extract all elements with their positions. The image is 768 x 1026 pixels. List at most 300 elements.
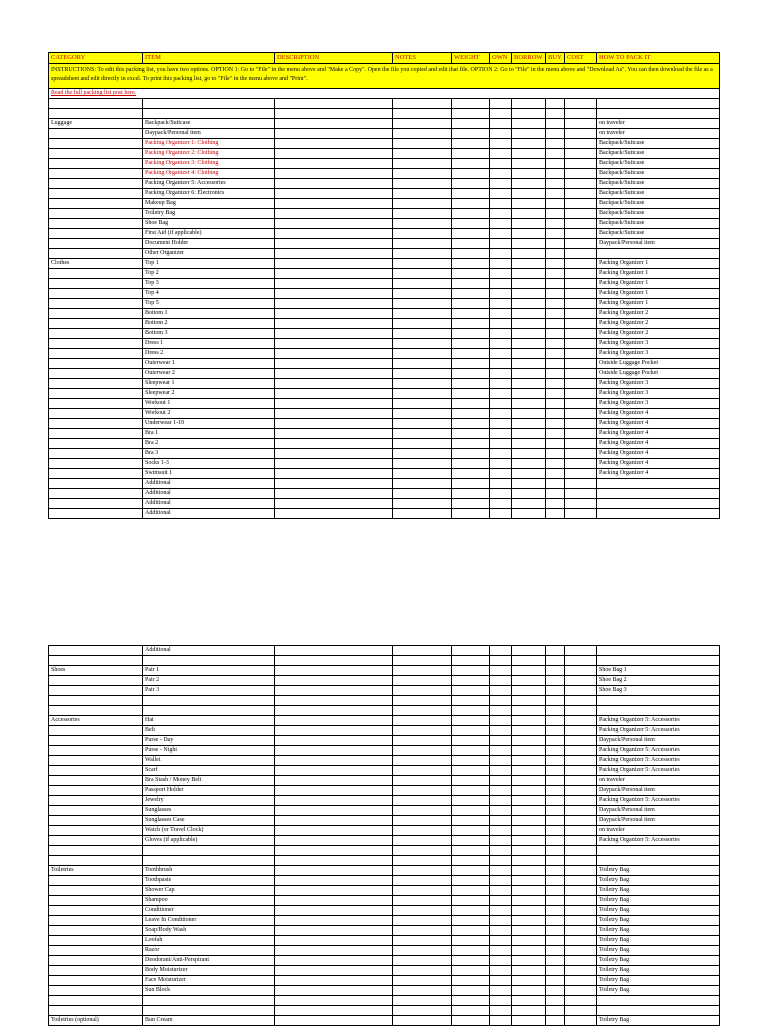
item-cell[interactable]: Outerwear 1 xyxy=(143,359,275,369)
empty-cell[interactable] xyxy=(490,646,512,656)
empty-cell[interactable] xyxy=(490,259,512,269)
empty-cell[interactable] xyxy=(393,716,452,726)
empty-cell[interactable] xyxy=(512,646,546,656)
empty-cell[interactable] xyxy=(393,756,452,766)
empty-cell[interactable] xyxy=(393,429,452,439)
empty-cell[interactable] xyxy=(393,219,452,229)
empty-cell[interactable] xyxy=(490,499,512,509)
item-cell[interactable]: Other Organizer xyxy=(143,249,275,259)
how-to-pack-cell[interactable]: Shoe Bag 2 xyxy=(597,676,720,686)
empty-cell[interactable] xyxy=(393,686,452,696)
empty-cell[interactable] xyxy=(452,866,490,876)
empty-cell[interactable] xyxy=(393,826,452,836)
empty-cell[interactable] xyxy=(393,139,452,149)
empty-cell[interactable] xyxy=(565,459,597,469)
empty-cell[interactable] xyxy=(546,916,565,926)
empty-cell[interactable] xyxy=(512,916,546,926)
empty-cell[interactable] xyxy=(275,259,393,269)
empty-cell[interactable] xyxy=(452,429,490,439)
empty-cell[interactable] xyxy=(490,119,512,129)
empty-cell[interactable] xyxy=(546,429,565,439)
empty-cell[interactable] xyxy=(546,289,565,299)
empty-cell[interactable] xyxy=(275,966,393,976)
how-to-pack-cell[interactable]: Backpack/Suitcase xyxy=(597,189,720,199)
empty-cell[interactable] xyxy=(512,836,546,846)
empty-cell[interactable] xyxy=(393,816,452,826)
how-to-pack-cell[interactable] xyxy=(597,479,720,489)
empty-cell[interactable] xyxy=(512,826,546,836)
item-cell[interactable]: Shoe Bag xyxy=(143,219,275,229)
empty-cell[interactable] xyxy=(512,686,546,696)
empty-cell[interactable] xyxy=(565,696,597,706)
empty-cell[interactable] xyxy=(393,269,452,279)
empty-cell[interactable] xyxy=(393,656,452,666)
how-to-pack-cell[interactable]: Packing Organizer 3 xyxy=(597,339,720,349)
empty-cell[interactable] xyxy=(512,449,546,459)
how-to-pack-cell[interactable]: Packing Organizer 4 xyxy=(597,459,720,469)
how-to-pack-cell[interactable]: Toiletry Bag xyxy=(597,886,720,896)
empty-cell[interactable] xyxy=(490,179,512,189)
header-weight[interactable]: WEIGHT xyxy=(452,53,490,64)
category-cell[interactable] xyxy=(49,149,143,159)
how-to-pack-cell[interactable]: Packing Organizer 4 xyxy=(597,429,720,439)
empty-cell[interactable] xyxy=(512,309,546,319)
empty-cell[interactable] xyxy=(393,449,452,459)
empty-cell[interactable] xyxy=(490,816,512,826)
item-cell[interactable]: Dress 2 xyxy=(143,349,275,359)
empty-cell[interactable] xyxy=(512,756,546,766)
empty-cell[interactable] xyxy=(546,389,565,399)
empty-cell[interactable] xyxy=(490,469,512,479)
empty-cell[interactable] xyxy=(275,916,393,926)
empty-cell[interactable] xyxy=(546,139,565,149)
item-cell[interactable]: Body Moisturizer xyxy=(143,966,275,976)
empty-cell[interactable] xyxy=(512,956,546,966)
category-cell[interactable] xyxy=(49,479,143,489)
empty-cell[interactable] xyxy=(452,686,490,696)
empty-cell[interactable] xyxy=(452,389,490,399)
category-cell[interactable] xyxy=(49,209,143,219)
category-cell[interactable] xyxy=(49,896,143,906)
empty-cell[interactable] xyxy=(490,509,512,519)
empty-cell[interactable] xyxy=(393,369,452,379)
header-buy[interactable]: BUY xyxy=(546,53,565,64)
how-to-pack-cell[interactable]: Toiletry Bag xyxy=(597,946,720,956)
item-cell[interactable]: Additional xyxy=(143,646,275,656)
item-cell[interactable]: Daypack/Personal item xyxy=(143,129,275,139)
empty-cell[interactable] xyxy=(275,866,393,876)
empty-cell[interactable] xyxy=(565,269,597,279)
empty-cell[interactable] xyxy=(512,1006,546,1016)
empty-cell[interactable] xyxy=(275,666,393,676)
header-how-to-pack[interactable]: HOW TO PACK IT xyxy=(597,53,720,64)
item-cell[interactable]: Passport Holder xyxy=(143,786,275,796)
empty-cell[interactable] xyxy=(393,99,452,109)
category-cell[interactable] xyxy=(49,439,143,449)
empty-cell[interactable] xyxy=(452,736,490,746)
category-cell[interactable] xyxy=(49,419,143,429)
empty-cell[interactable] xyxy=(565,746,597,756)
empty-cell[interactable] xyxy=(275,956,393,966)
empty-cell[interactable] xyxy=(275,716,393,726)
empty-cell[interactable] xyxy=(512,199,546,209)
item-cell[interactable] xyxy=(143,856,275,866)
empty-cell[interactable] xyxy=(452,696,490,706)
category-cell[interactable] xyxy=(49,806,143,816)
empty-cell[interactable] xyxy=(452,319,490,329)
how-to-pack-cell[interactable] xyxy=(597,696,720,706)
empty-cell[interactable] xyxy=(512,499,546,509)
empty-cell[interactable] xyxy=(393,746,452,756)
item-cell[interactable]: Purse - Night xyxy=(143,746,275,756)
empty-cell[interactable] xyxy=(452,876,490,886)
header-description[interactable]: DESCRIPTION xyxy=(275,53,393,64)
empty-cell[interactable] xyxy=(512,806,546,816)
empty-cell[interactable] xyxy=(393,339,452,349)
empty-cell[interactable] xyxy=(452,936,490,946)
empty-cell[interactable] xyxy=(565,509,597,519)
empty-cell[interactable] xyxy=(452,329,490,339)
category-cell[interactable] xyxy=(49,706,143,716)
empty-cell[interactable] xyxy=(490,429,512,439)
category-cell[interactable] xyxy=(49,449,143,459)
item-cell[interactable] xyxy=(143,706,275,716)
empty-cell[interactable] xyxy=(452,399,490,409)
empty-cell[interactable] xyxy=(565,936,597,946)
empty-cell[interactable] xyxy=(490,726,512,736)
empty-cell[interactable] xyxy=(275,319,393,329)
empty-cell[interactable] xyxy=(393,846,452,856)
how-to-pack-cell[interactable]: Shoe Bag 3 xyxy=(597,686,720,696)
how-to-pack-cell[interactable] xyxy=(597,656,720,666)
item-cell[interactable]: Scarf xyxy=(143,766,275,776)
item-cell[interactable]: Bra 1 xyxy=(143,429,275,439)
empty-cell[interactable] xyxy=(565,986,597,996)
category-cell[interactable] xyxy=(49,489,143,499)
how-to-pack-cell[interactable]: Daypack/Personal item xyxy=(597,816,720,826)
empty-cell[interactable] xyxy=(565,976,597,986)
empty-cell[interactable] xyxy=(393,409,452,419)
empty-cell[interactable] xyxy=(512,726,546,736)
empty-cell[interactable] xyxy=(512,656,546,666)
item-cell[interactable]: Bra 3 xyxy=(143,449,275,459)
empty-cell[interactable] xyxy=(393,726,452,736)
empty-cell[interactable] xyxy=(565,816,597,826)
empty-cell[interactable] xyxy=(452,439,490,449)
item-cell[interactable] xyxy=(143,846,275,856)
category-cell[interactable] xyxy=(49,399,143,409)
empty-cell[interactable] xyxy=(565,489,597,499)
category-cell[interactable] xyxy=(49,926,143,936)
category-cell[interactable]: Luggage xyxy=(49,119,143,129)
empty-cell[interactable] xyxy=(452,349,490,359)
empty-cell[interactable] xyxy=(565,646,597,656)
empty-cell[interactable] xyxy=(452,976,490,986)
empty-cell[interactable] xyxy=(546,109,565,119)
category-cell[interactable] xyxy=(49,219,143,229)
how-to-pack-cell[interactable]: Backpack/Suitcase xyxy=(597,139,720,149)
empty-cell[interactable] xyxy=(275,946,393,956)
category-cell[interactable] xyxy=(49,299,143,309)
empty-cell[interactable] xyxy=(393,836,452,846)
category-cell[interactable] xyxy=(49,686,143,696)
category-cell[interactable] xyxy=(49,349,143,359)
empty-cell[interactable] xyxy=(565,996,597,1006)
empty-cell[interactable] xyxy=(490,1016,512,1026)
empty-cell[interactable] xyxy=(275,199,393,209)
item-cell[interactable]: Outerwear 2 xyxy=(143,369,275,379)
how-to-pack-cell[interactable]: on traveler xyxy=(597,119,720,129)
category-cell[interactable] xyxy=(49,966,143,976)
how-to-pack-cell[interactable]: Packing Organizer 5: Accessories xyxy=(597,796,720,806)
empty-cell[interactable] xyxy=(275,289,393,299)
empty-cell[interactable] xyxy=(490,449,512,459)
empty-cell[interactable] xyxy=(512,369,546,379)
empty-cell[interactable] xyxy=(490,359,512,369)
empty-cell[interactable] xyxy=(275,299,393,309)
item-cell[interactable]: Soap/Body Wash xyxy=(143,926,275,936)
how-to-pack-cell[interactable]: Packing Organizer 3 xyxy=(597,379,720,389)
category-cell[interactable] xyxy=(49,429,143,439)
empty-cell[interactable] xyxy=(565,209,597,219)
item-cell[interactable]: Additional xyxy=(143,509,275,519)
item-cell[interactable]: Additional xyxy=(143,489,275,499)
empty-cell[interactable] xyxy=(490,986,512,996)
empty-cell[interactable] xyxy=(512,886,546,896)
empty-cell[interactable] xyxy=(275,776,393,786)
how-to-pack-cell[interactable]: Packing Organizer 5: Accessories xyxy=(597,716,720,726)
category-cell[interactable] xyxy=(49,379,143,389)
empty-cell[interactable] xyxy=(393,179,452,189)
empty-cell[interactable] xyxy=(490,876,512,886)
category-cell[interactable] xyxy=(49,776,143,786)
empty-cell[interactable] xyxy=(275,906,393,916)
empty-cell[interactable] xyxy=(275,656,393,666)
empty-cell[interactable] xyxy=(546,199,565,209)
item-cell[interactable]: Sleepwear 1 xyxy=(143,379,275,389)
empty-cell[interactable] xyxy=(490,766,512,776)
empty-cell[interactable] xyxy=(565,786,597,796)
empty-cell[interactable] xyxy=(490,796,512,806)
empty-cell[interactable] xyxy=(452,1016,490,1026)
empty-cell[interactable] xyxy=(565,339,597,349)
empty-cell[interactable] xyxy=(565,229,597,239)
empty-cell[interactable] xyxy=(546,686,565,696)
category-cell[interactable] xyxy=(49,936,143,946)
category-cell[interactable] xyxy=(49,756,143,766)
empty-cell[interactable] xyxy=(546,946,565,956)
category-cell[interactable] xyxy=(49,846,143,856)
how-to-pack-cell[interactable] xyxy=(597,249,720,259)
empty-cell[interactable] xyxy=(452,956,490,966)
empty-cell[interactable] xyxy=(565,289,597,299)
category-cell[interactable] xyxy=(49,826,143,836)
how-to-pack-cell[interactable]: on traveler xyxy=(597,776,720,786)
empty-cell[interactable] xyxy=(512,776,546,786)
empty-cell[interactable] xyxy=(512,179,546,189)
empty-cell[interactable] xyxy=(393,379,452,389)
empty-cell[interactable] xyxy=(452,726,490,736)
empty-cell[interactable] xyxy=(275,479,393,489)
how-to-pack-cell[interactable]: Daypack/Personal item xyxy=(597,736,720,746)
empty-cell[interactable] xyxy=(452,199,490,209)
header-item[interactable]: ITEM xyxy=(143,53,275,64)
empty-cell[interactable] xyxy=(452,986,490,996)
category-cell[interactable]: Shoes xyxy=(49,666,143,676)
empty-cell[interactable] xyxy=(565,1006,597,1016)
empty-cell[interactable] xyxy=(393,916,452,926)
empty-cell[interactable] xyxy=(452,159,490,169)
empty-cell[interactable] xyxy=(275,766,393,776)
category-cell[interactable] xyxy=(49,229,143,239)
empty-cell[interactable] xyxy=(452,219,490,229)
empty-cell[interactable] xyxy=(546,896,565,906)
empty-cell[interactable] xyxy=(512,339,546,349)
item-cell[interactable]: First Aid (if applicable) xyxy=(143,229,275,239)
empty-cell[interactable] xyxy=(490,289,512,299)
empty-cell[interactable] xyxy=(393,666,452,676)
empty-cell[interactable] xyxy=(393,439,452,449)
empty-cell[interactable] xyxy=(490,189,512,199)
how-to-pack-cell[interactable]: Packing Organizer 2 xyxy=(597,309,720,319)
empty-cell[interactable] xyxy=(452,996,490,1006)
item-cell[interactable]: Packing Organizer 4: Clothing xyxy=(143,169,275,179)
empty-cell[interactable] xyxy=(452,449,490,459)
item-cell[interactable]: Deodorant/Anti-Perspirant xyxy=(143,956,275,966)
empty-cell[interactable] xyxy=(490,129,512,139)
empty-cell[interactable] xyxy=(565,309,597,319)
category-cell[interactable] xyxy=(49,239,143,249)
how-to-pack-cell[interactable] xyxy=(597,846,720,856)
how-to-pack-cell[interactable]: Backpack/Suitcase xyxy=(597,179,720,189)
empty-cell[interactable] xyxy=(490,349,512,359)
category-cell[interactable] xyxy=(49,319,143,329)
empty-cell[interactable] xyxy=(275,189,393,199)
empty-cell[interactable] xyxy=(546,279,565,289)
empty-cell[interactable] xyxy=(452,169,490,179)
empty-cell[interactable] xyxy=(275,846,393,856)
empty-cell[interactable] xyxy=(490,716,512,726)
empty-cell[interactable] xyxy=(565,359,597,369)
empty-cell[interactable] xyxy=(275,886,393,896)
empty-cell[interactable] xyxy=(452,189,490,199)
empty-cell[interactable] xyxy=(275,936,393,946)
empty-cell[interactable] xyxy=(452,149,490,159)
empty-cell[interactable] xyxy=(546,359,565,369)
header-borrow[interactable]: BORROW xyxy=(512,53,546,64)
empty-cell[interactable] xyxy=(275,219,393,229)
item-cell[interactable] xyxy=(143,109,275,119)
empty-cell[interactable] xyxy=(512,269,546,279)
empty-cell[interactable] xyxy=(393,499,452,509)
empty-cell[interactable] xyxy=(565,399,597,409)
empty-cell[interactable] xyxy=(546,439,565,449)
empty-cell[interactable] xyxy=(490,109,512,119)
item-cell[interactable]: Swimsuit 1 xyxy=(143,469,275,479)
category-cell[interactable]: Toiletries xyxy=(49,866,143,876)
category-cell[interactable] xyxy=(49,906,143,916)
empty-cell[interactable] xyxy=(275,409,393,419)
empty-cell[interactable] xyxy=(512,736,546,746)
empty-cell[interactable] xyxy=(512,479,546,489)
empty-cell[interactable] xyxy=(452,309,490,319)
empty-cell[interactable] xyxy=(546,229,565,239)
empty-cell[interactable] xyxy=(512,676,546,686)
empty-cell[interactable] xyxy=(275,149,393,159)
empty-cell[interactable] xyxy=(393,459,452,469)
how-to-pack-cell[interactable]: Daypack/Personal item xyxy=(597,806,720,816)
category-cell[interactable] xyxy=(49,726,143,736)
empty-cell[interactable] xyxy=(490,419,512,429)
category-cell[interactable] xyxy=(49,856,143,866)
empty-cell[interactable] xyxy=(512,469,546,479)
empty-cell[interactable] xyxy=(546,976,565,986)
empty-cell[interactable] xyxy=(546,1006,565,1016)
how-to-pack-cell[interactable]: Outside Luggage Pocket xyxy=(597,369,720,379)
empty-cell[interactable] xyxy=(546,876,565,886)
empty-cell[interactable] xyxy=(452,786,490,796)
empty-cell[interactable] xyxy=(546,836,565,846)
category-cell[interactable] xyxy=(49,289,143,299)
empty-cell[interactable] xyxy=(565,826,597,836)
empty-cell[interactable] xyxy=(490,329,512,339)
empty-cell[interactable] xyxy=(546,756,565,766)
empty-cell[interactable] xyxy=(490,936,512,946)
empty-cell[interactable] xyxy=(275,986,393,996)
category-cell[interactable] xyxy=(49,786,143,796)
empty-cell[interactable] xyxy=(452,946,490,956)
empty-cell[interactable] xyxy=(546,956,565,966)
item-cell[interactable]: Conditioner xyxy=(143,906,275,916)
empty-cell[interactable] xyxy=(512,816,546,826)
empty-cell[interactable] xyxy=(546,339,565,349)
empty-cell[interactable] xyxy=(452,469,490,479)
item-cell[interactable]: Additional xyxy=(143,479,275,489)
empty-cell[interactable] xyxy=(393,1016,452,1026)
empty-cell[interactable] xyxy=(452,826,490,836)
category-cell[interactable] xyxy=(49,139,143,149)
empty-cell[interactable] xyxy=(512,786,546,796)
empty-cell[interactable] xyxy=(565,656,597,666)
empty-cell[interactable] xyxy=(275,836,393,846)
empty-cell[interactable] xyxy=(512,696,546,706)
empty-cell[interactable] xyxy=(546,129,565,139)
empty-cell[interactable] xyxy=(275,806,393,816)
empty-cell[interactable] xyxy=(452,339,490,349)
empty-cell[interactable] xyxy=(546,656,565,666)
empty-cell[interactable] xyxy=(452,119,490,129)
empty-cell[interactable] xyxy=(512,489,546,499)
empty-cell[interactable] xyxy=(512,129,546,139)
empty-cell[interactable] xyxy=(512,896,546,906)
empty-cell[interactable] xyxy=(275,349,393,359)
empty-cell[interactable] xyxy=(275,686,393,696)
how-to-pack-cell[interactable]: Toiletry Bag xyxy=(597,866,720,876)
empty-cell[interactable] xyxy=(512,229,546,239)
empty-cell[interactable] xyxy=(452,509,490,519)
how-to-pack-cell[interactable]: Backpack/Suitcase xyxy=(597,199,720,209)
empty-cell[interactable] xyxy=(546,996,565,1006)
how-to-pack-cell[interactable]: Packing Organizer 1 xyxy=(597,289,720,299)
empty-cell[interactable] xyxy=(275,339,393,349)
empty-cell[interactable] xyxy=(565,1016,597,1026)
item-cell[interactable]: Toothpaste xyxy=(143,876,275,886)
empty-cell[interactable] xyxy=(393,109,452,119)
empty-cell[interactable] xyxy=(490,369,512,379)
item-cell[interactable] xyxy=(143,996,275,1006)
empty-cell[interactable] xyxy=(393,646,452,656)
empty-cell[interactable] xyxy=(452,836,490,846)
